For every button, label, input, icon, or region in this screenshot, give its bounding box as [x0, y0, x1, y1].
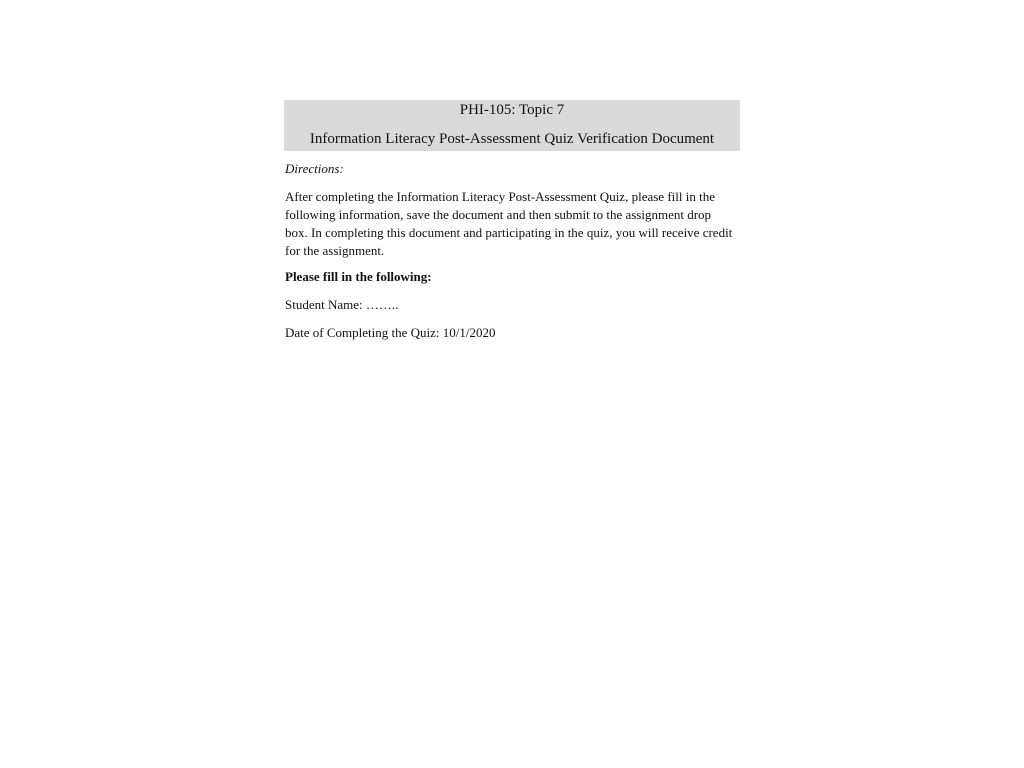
student-name-field: Student Name: ……..	[285, 297, 399, 312]
course-title: PHI-105: Topic 7	[459, 102, 565, 118]
document-title: Information Literacy Post-Assessment Quiz Verification Document	[309, 131, 715, 147]
directions-label: Directions:	[285, 161, 344, 176]
directions-paragraph: After completing the Information Literacy Post-Assessment Quiz, please fill in the following information, save the document and then submit to the assignment drop box. In completing this document and participating in the quiz, you will receive credit for the assignment.	[285, 189, 733, 258]
title-block	[284, 100, 740, 151]
document-page	[284, 100, 740, 341]
fill-in-heading: Please fill in the following:	[285, 269, 432, 284]
quiz-date-field: Date of Completing the Quiz: 10/1/2020	[285, 325, 496, 340]
